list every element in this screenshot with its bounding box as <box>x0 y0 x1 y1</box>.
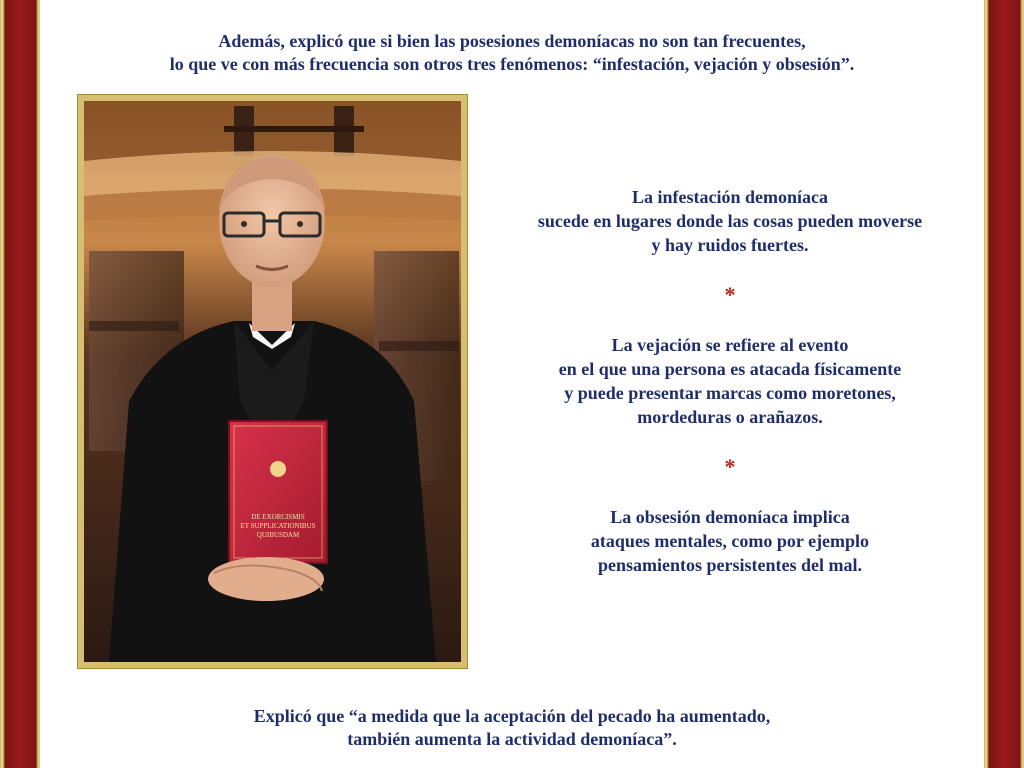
header-line-2: lo que ve con más frecuencia son otros tres fenómenos: “infestación, vejación y obsesión”. <box>169 54 855 74</box>
separator-star-2: * <box>724 454 736 479</box>
footer-line-1: Explicó que “a medida que la aceptación del pecado ha aumentado, <box>253 706 771 726</box>
phenomena-list <box>500 185 960 577</box>
obsession-paragraph <box>500 505 960 577</box>
book-title-line-2: ET SUPPLICATIONIBUS <box>240 522 316 530</box>
vexation-paragraph <box>500 333 960 429</box>
separator-star-1: * <box>724 282 736 307</box>
header-text <box>60 30 964 76</box>
obsession-line-3: pensamientos persistentes del mal. <box>598 555 862 575</box>
decorative-border-right <box>984 0 1024 768</box>
footer-line-2: también aumenta la actividad demoníaca”. <box>347 729 677 749</box>
photo-illustration <box>84 101 461 662</box>
infestation-line-1: La infestación demoníaca <box>632 187 828 207</box>
obsession-line-1: La obsesión demoníaca implica <box>610 507 850 527</box>
vexation-line-1: La vejación se refiere al evento <box>611 335 849 355</box>
decorative-border-left <box>0 0 40 768</box>
vexation-line-4: mordeduras o arañazos. <box>637 407 823 427</box>
footer-text <box>60 705 964 751</box>
header-line-1: Además, explicó que si bien las posesiones demoníacas no son tan frecuentes, <box>218 31 806 51</box>
book-title-line-1: DE EXORCISMIS <box>251 513 305 521</box>
priest-photo <box>78 95 467 668</box>
vexation-line-3: y puede presentar marcas como moretones, <box>564 383 896 403</box>
infestation-line-2: sucede en lugares donde las cosas pueden moverse <box>537 211 923 231</box>
vexation-line-2: en el que una persona es atacada físicamente <box>558 359 902 379</box>
obsession-line-2: ataques mentales, como por ejemplo <box>590 531 870 551</box>
infestation-paragraph <box>500 185 960 257</box>
infestation-line-3: y hay ruidos fuertes. <box>651 235 809 255</box>
book-title-line-3: QUIBUSDAM <box>256 531 300 539</box>
